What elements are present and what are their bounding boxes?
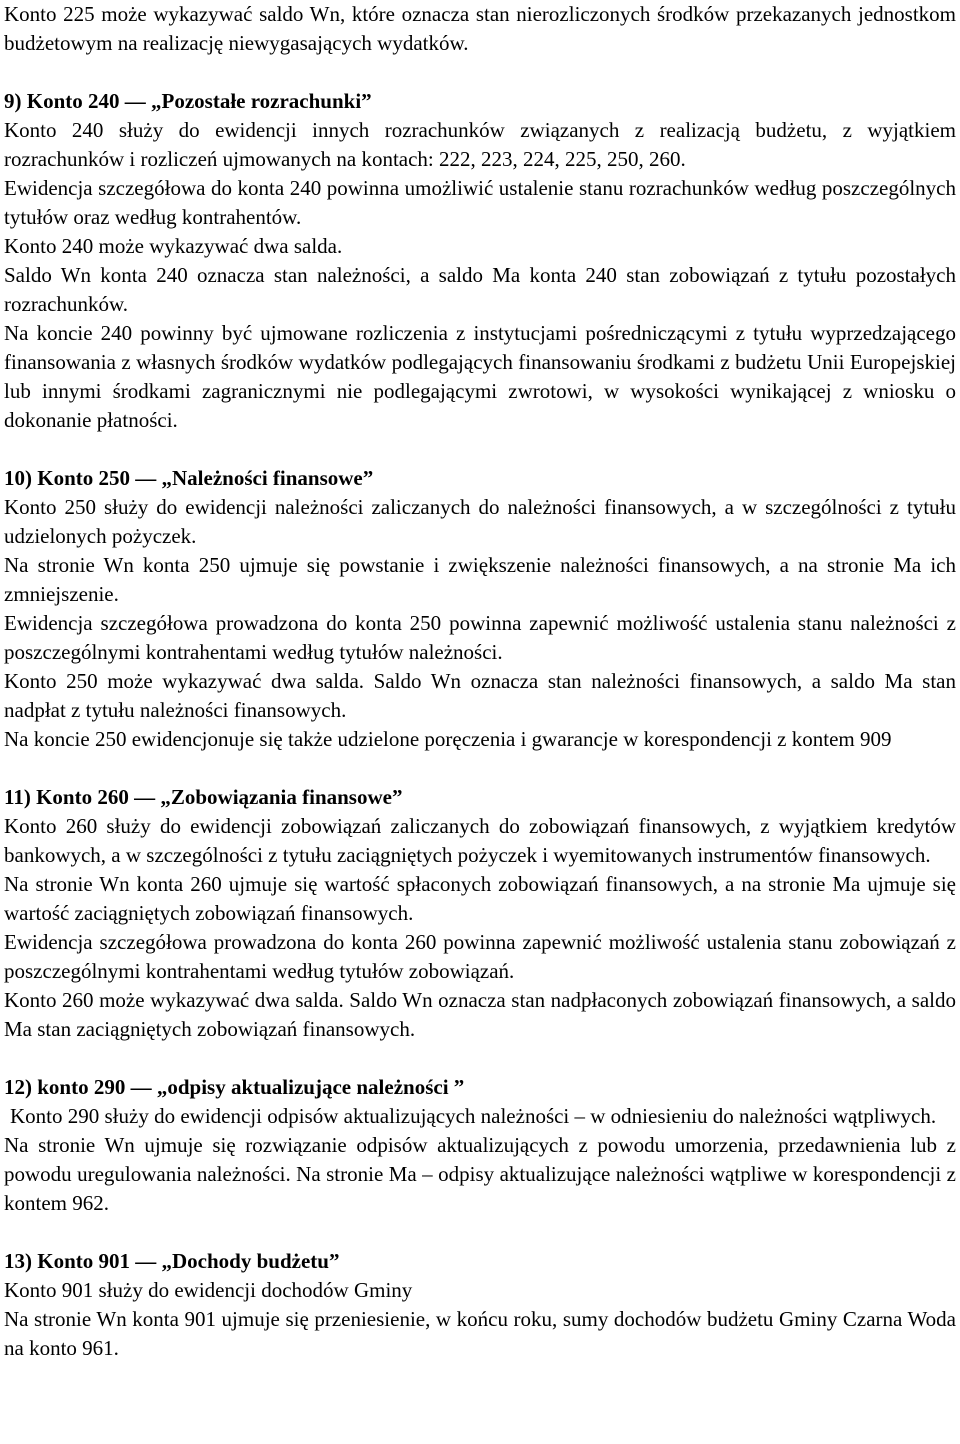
paragraph-konto-250-purpose: Konto 250 służy do ewidencji należności zaliczanych do należności finansowych, a w szczególności z tytułu udzielonych pożyczek.: [4, 495, 956, 548]
heading-konto-901: 13) Konto 901 — „Dochody budżetu”: [4, 1249, 340, 1273]
paragraph-konto-250-detail: Ewidencja szczegółowa prowadzona do konta 250 powinna zapewnić możliwość ustalenia stanu należności z poszczególnymi kontrahentami według tytułów należności.: [4, 611, 956, 664]
section-gap: [4, 1044, 956, 1073]
heading-konto-250: 10) Konto 250 — „Należności finansowe”: [4, 466, 374, 490]
paragraph-konto-290-purpose: Konto 290 służy do ewidencji odpisów aktualizujących należności – w odniesieniu do należności wątpliwych.: [10, 1104, 937, 1128]
paragraph-konto-260-sides: Na stronie Wn konta 260 ujmuje się wartość spłaconych zobowiązań finansowych, a na stronie Ma ujmuje się wartość zaciągniętych zobowiązań finansowych.: [4, 872, 956, 925]
paragraph-konto-240-purpose: Konto 240 służy do ewidencji innych rozrachunków związanych z realizacją budżetu, z wyjątkiem rozrachunków i rozliczeń ujmowanych na kontach: 222, 223, 224, 225, 250, 260.: [4, 118, 956, 171]
paragraph-konto-260-purpose: Konto 260 służy do ewidencji zobowiązań zaliczanych do zobowiązań finansowych, z wyjątkiem kredytów bankowych, a w szczególności z tytułu zaciągniętych pożyczek i wyemitowanych instrumentów finansowych.: [4, 814, 956, 867]
paragraph-konto-240-saldo: Saldo Wn konta 240 oznacza stan należności, a saldo Ma konta 240 stan zobowiązań z tytułu pozostałych rozrachunków.: [4, 263, 956, 316]
paragraph-konto-240-detail: Ewidencja szczegółowa do konta 240 powinna umożliwić ustalenie stanu rozrachunków według poszczególnych tytułów oraz według kontrahentów.: [4, 176, 956, 229]
paragraph-konto-290-sides: Na stronie Wn ujmuje się rozwiązanie odpisów aktualizujących z powodu umorzenia, przedawnienia lub z powodu uregulowania należności. Na stronie Ma – odpisy aktualizujące należności wątpliwe w korespondencji z kontem 962.: [4, 1133, 956, 1215]
document-page: [4, 0, 956, 1363]
paragraph-konto-240-balances: Konto 240 może wykazywać dwa salda.: [4, 234, 343, 258]
paragraph-konto-225-saldo: Konto 225 może wykazywać saldo Wn, które oznacza stan nierozliczonych środków przekazanych jednostkom budżetowym na realizację niewygasających wydatków.: [4, 2, 956, 55]
paragraph-konto-250-sides: Na stronie Wn konta 250 ujmuje się powstanie i zwiększenie należności finansowych, a na stronie Ma ich zmniejszenie.: [4, 553, 956, 606]
heading-konto-260: 11) Konto 260 — „Zobowiązania finansowe”: [4, 785, 403, 809]
paragraph-konto-260-balances: Konto 260 może wykazywać dwa salda. Saldo Wn oznacza stan nadpłaconych zobowiązań finansowych, a saldo Ma stan zaciągniętych zobowiązań finansowych.: [4, 988, 956, 1041]
paragraph-konto-901-purpose: Konto 901 służy do ewidencji dochodów Gminy: [4, 1278, 413, 1302]
paragraph-konto-250-guarantees: Na koncie 250 ewidencjonuje się także udzielone poręczenia i gwarancje w korespondencji z kontem 909: [4, 727, 892, 751]
heading-konto-240: 9) Konto 240 — „Pozostałe rozrachunki”: [4, 89, 372, 113]
paragraph-konto-240-eu: Na koncie 240 powinny być ujmowane rozliczenia z instytucjami pośredniczącymi z tytułu wyprzedzającego finansowania z własnych środków wydatków podlegających finansowaniu środkami z budżetu Unii Europejskiej lub innymi środkami zagranicznymi nie podlegającymi zwrotowi, w wysokości wynikającej z wniosku o dokonanie płatności.: [4, 321, 956, 432]
heading-konto-290: 12) konto 290 — „odpisy aktualizujące należności ”: [4, 1075, 465, 1099]
section-gap: [4, 435, 956, 464]
paragraph-konto-901-transfer: Na stronie Wn konta 901 ujmuje się przeniesienie, w końcu roku, sumy dochodów budżetu Gminy Czarna Woda na konto 961.: [4, 1307, 956, 1360]
paragraph-konto-260-detail: Ewidencja szczegółowa prowadzona do konta 260 powinna zapewnić możliwość ustalenia stanu zobowiązań z poszczególnymi kontrahentami według tytułów zobowiązań.: [4, 930, 956, 983]
section-gap: [4, 1218, 956, 1247]
section-gap: [4, 58, 956, 87]
paragraph-konto-250-balances: Konto 250 może wykazywać dwa salda. Saldo Wn oznacza stan należności finansowych, a saldo Ma stan nadpłat z tytułu należności finansowych.: [4, 669, 956, 722]
section-gap: [4, 754, 956, 783]
